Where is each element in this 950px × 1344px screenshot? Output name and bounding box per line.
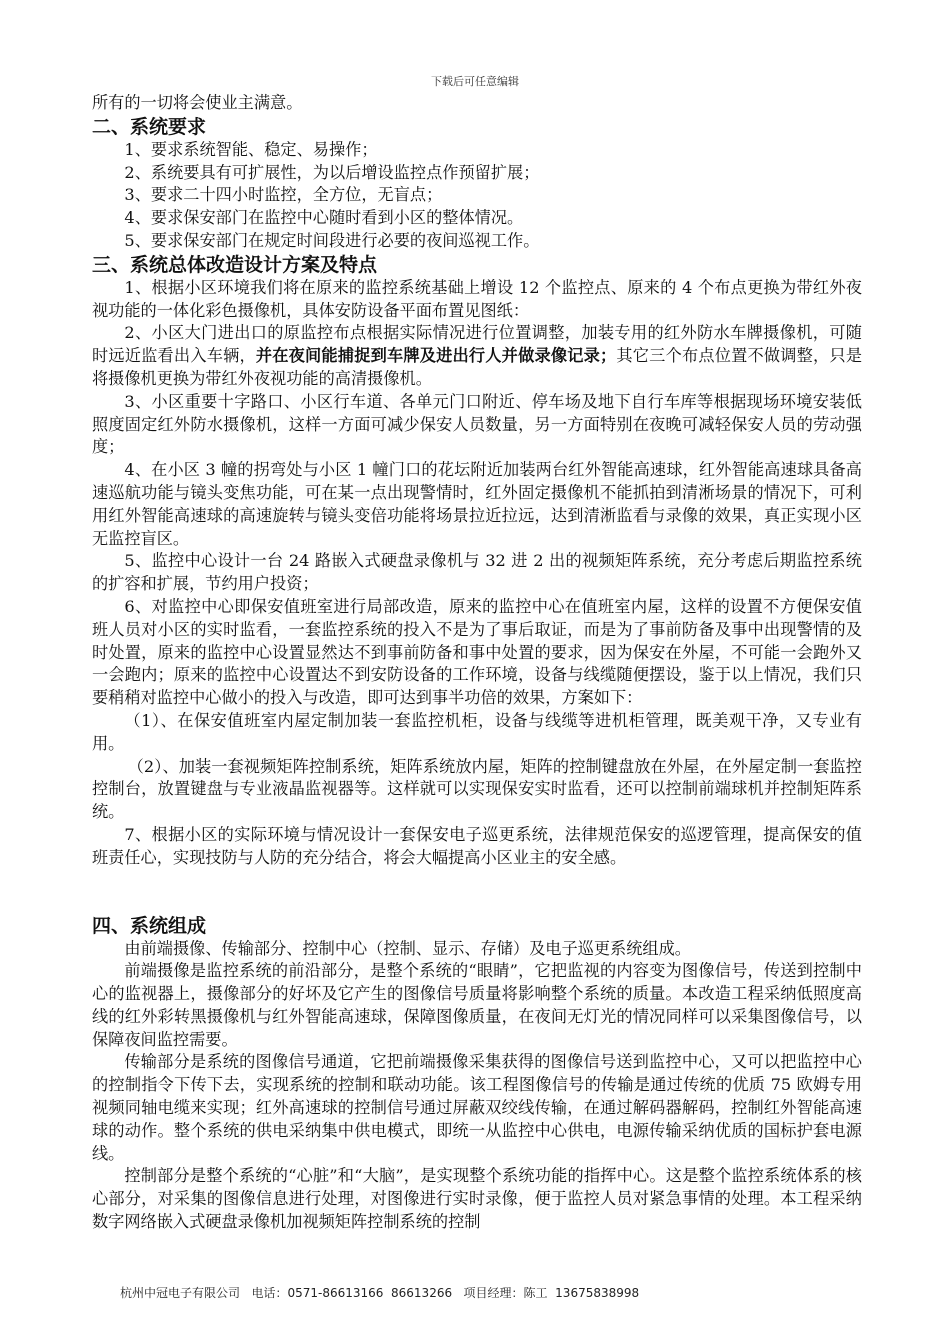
design-paragraph-2-part-a: 2、小区大门进出口的原监控布点根据实际情况进行位置调整，加装专用的红外防水车牌摄像机，可随时远近监看出入车辆，	[92, 323, 862, 366]
section-2-heading: 二、系统要求	[92, 115, 207, 138]
design-paragraph-6: 6、对监控中心即保安值班室进行局部改造，原来的监控中心在值班室内屋，这样的设置不方便保安值班人员对小区的实时监看，一套监控系统的投入不是为了事后取证，而是为了事前防备及事中出现警情的及时处置，原来的监控中心设置显然达不到事前防备和事中处置的要求，因为保安在外屋，不可能一会跑外又一会跑内；原来的监控中心设置达不到安防设备的工作环境，设备与线缆随便摆设，鉴于以上情况，我们只要稍稍对监控中心做小的投入与改造，即可达到事半功倍的效果，方案如下：	[92, 596, 862, 708]
requirement-item: 1、要求系统智能、稳定、易操作；	[124, 139, 378, 159]
document-body	[92, 92, 862, 1234]
section-4-heading: 四、系统组成	[92, 914, 207, 937]
intro-tail-paragraph: 所有的一切将会使业主满意。	[92, 93, 303, 112]
design-paragraph-6-1: （1）、在保安值班室内屋定制加装一套监控机柜，设备与线缆等进机柜管理，既美观干净，又专业有用。	[92, 710, 862, 753]
composition-paragraph-3: 传输部分是系统的图像信号通道，它把前端摄像采集获得的图像信号送到监控中心，又可以把监控中心的控制指令下传下去，实现系统的控制和联动功能。该工程图像信号的传输是通过传统的优质 75 欧姆专用视频同轴电缆来实现；红外高速球的控制信号通过屏蔽双绞线传输，在通过解码器解码，控制红外智能高速球的动作。整个系统的供电采纳集中供电模式，即统一从监控中心供电，电源传输采纳优质的国标护套电源线。	[92, 1052, 862, 1163]
section-spacer	[92, 870, 862, 914]
page-footer-contact: 杭州中冠电子有限公司 电话：0571-86613166 86613266 项目经理：陈工 13675838998	[120, 1286, 640, 1300]
requirement-item: 4、要求保安部门在监控中心随时看到小区的整体情况。	[124, 208, 524, 228]
requirement-item: 5、要求保安部门在规定时间段进行必要的夜间巡视工作。	[124, 230, 540, 250]
composition-paragraph-1: 由前端摄像、传输部分、控制中心（控制、显示、存储）及电子巡更系统组成。	[124, 938, 691, 958]
section-3-heading: 三、系统总体改造设计方案及特点	[92, 253, 378, 276]
composition-paragraph-4: 控制部分是整个系统的“心脏”和“大脑”，是实现整个系统功能的指挥中心。这是整个监控系统体系的核心部分，对采集的图像信息进行处理，对图像进行实时录像，便于监控人员对紧急事情的处理。本工程采纳数字网络嵌入式硬盘录像机加视频矩阵控制系统的控制	[92, 1166, 862, 1232]
design-paragraph-3: 3、小区重要十字路口、小区行车道、各单元门口附近、停车场及地下自行车库等根据现场环境安装低照度固定红外防水摄像机，这样一方面可减少保安人员数量，另一方面特别在夜晚可减轻保安人员的劳动强度；	[92, 391, 862, 457]
design-paragraph-2-bold: 并在夜间能捕捉到车牌及进出行人并做录像记录；	[255, 346, 617, 366]
composition-paragraph-2: 前端摄像是监控系统的前沿部分，是整个系统的“眼睛”，它把监视的内容变为图像信号，传送到控制中心的监视器上，摄像部分的好坏及它产生的图像信号质量将影响整个系统的质量。本改造工程采纳低照度高线的红外彩转黑摄像机与红外智能高速球，保障图像质量，在夜间无灯光的情况同样可以采集图像信号，以保障夜间监控需要。	[92, 961, 862, 1049]
requirement-item: 2、系统要具有可扩展性，为以后增设监控点作预留扩展；	[124, 162, 540, 182]
design-paragraph-1: 1、根据小区环境我们将在原来的监控系统基础上增设 12 个监控点、原来的 4 个布点更换为带红外夜视功能的一体化彩色摄像机，具体安防设备平面布置见图纸：	[92, 277, 862, 320]
design-paragraph-7: 7、根据小区的实际环境与情况设计一套保安电子巡更系统，法律规范保安的巡逻管理，提高保安的值班责任心，实现技防与人防的充分结合，将会大幅提高小区业主的安全感。	[92, 824, 862, 867]
design-paragraph-2	[92, 322, 862, 390]
page-header-note: 下载后可任意编辑	[431, 75, 519, 88]
design-paragraph-4: 4、在小区 3 幢的拐弯处与小区 1 幢门口的花坛附近加装两台红外智能高速球，红外智能高速球具备高速巡航功能与镜头变焦功能，可在某一点出现警情时，红外固定摄像机不能抓拍到清淅场景的情况下，可利用红外智能高速球的高速旋转与镜头变倍功能将场景拉近拉远，达到清淅监看与录像的效果，真正实现小区无监控盲区。	[92, 460, 862, 548]
design-paragraph-2-part-b: 其它三个布点位置不做调整，只是将摄像机更换为带红外夜视功能的高清摄像机。	[92, 346, 863, 388]
requirement-item: 3、要求二十四小时监控，全方位，无盲点；	[124, 185, 443, 205]
design-paragraph-6-2: （2）、加装一套视频矩阵控制系统，矩阵系统放内屋，矩阵的控制键盘放在外屋，在外屋定制一套监控控制台，放置键盘与专业液晶监视器等。这样就可以实现保安实时监看，还可以控制前端球机并控制矩阵系统。	[92, 756, 862, 822]
design-paragraph-5: 5、监控中心设计一台 24 路嵌入式硬盘录像机与 32 进 2 出的视频矩阵系统，充分考虑后期监控系统的扩容和扩展，节约用户投资；	[92, 551, 862, 594]
